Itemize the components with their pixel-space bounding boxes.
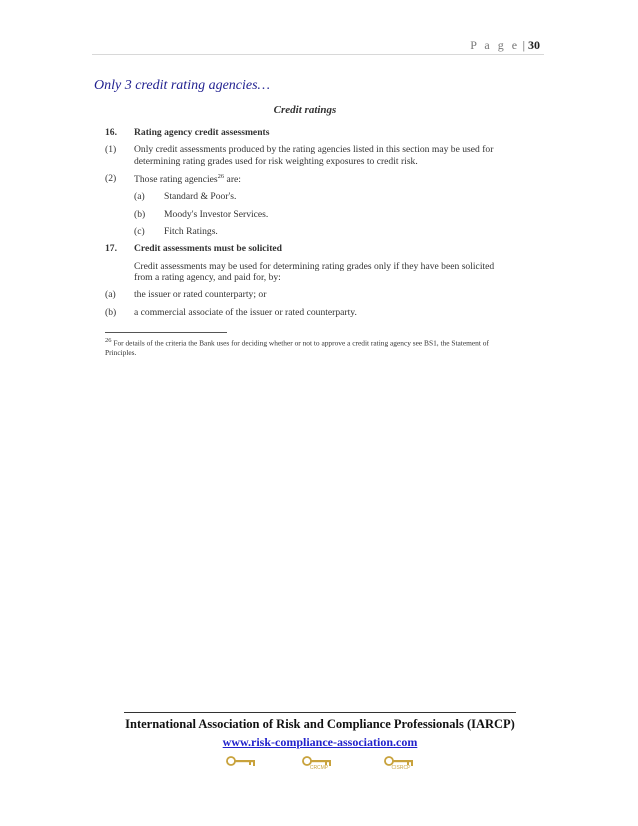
item-label: (b) — [105, 306, 117, 318]
clause-16-paragraph-2 — [105, 173, 505, 186]
footnote-divider — [105, 332, 227, 333]
paragraph-text — [134, 173, 505, 186]
item-text: a commercial associate of the issuer or rated counterparty. — [134, 306, 357, 318]
paragraph-text: Only credit assessments produced by the rating agencies listed in this section may be used for determining rating grades used for risk weighting exposures to credit risk. — [134, 144, 494, 167]
key-icon — [384, 755, 418, 773]
item-text: Standard & Poor's. — [164, 191, 237, 203]
footnote-text: For details of the criteria the Bank uses for deciding whether or not to approve a credit rating agency see BS1, the Statement of Principles. — [105, 338, 489, 357]
clause-number: 16. — [105, 126, 117, 138]
paragraph-number: (1) — [105, 144, 117, 156]
list-item — [134, 191, 505, 202]
list-item — [134, 209, 505, 220]
page-label: P a g e — [470, 38, 520, 52]
list-item — [105, 289, 505, 300]
text-run: Those rating agencies — [134, 174, 218, 186]
agency-list — [134, 191, 505, 237]
logo-caption: CISRCP — [391, 765, 411, 771]
footnote — [105, 337, 505, 357]
footer-divider — [124, 712, 516, 713]
page-footer — [124, 712, 516, 750]
website-link[interactable]: www.risk-compliance-association.com — [222, 735, 418, 749]
clause-16-title — [105, 127, 505, 138]
list-item — [105, 307, 505, 318]
item-label: (a) — [134, 191, 145, 203]
item-text: the issuer or rated counterparty; or — [134, 289, 267, 301]
regulation-excerpt — [105, 104, 505, 357]
organization-name: International Association of Risk and Compliance Professionals (IARCP) — [125, 717, 515, 731]
item-label: (c) — [134, 226, 145, 238]
clause-17-title — [105, 243, 505, 254]
logo-caption: CRCMP — [309, 765, 329, 771]
item-label: (b) — [134, 208, 146, 220]
page-separator: | — [522, 38, 525, 52]
page-number: 30 — [528, 38, 540, 52]
clause-title: Credit assessments must be solicited — [134, 243, 282, 255]
clause-title: Rating agency credit assessments — [134, 126, 270, 138]
page-header — [470, 38, 540, 53]
clause-16-paragraph-1 — [105, 144, 505, 167]
footnote-ref: 26 — [217, 172, 225, 180]
header-divider — [92, 54, 544, 55]
footnote-number: 26 — [105, 336, 112, 344]
item-text: Moody's Investor Services. — [164, 208, 269, 220]
list-item — [134, 226, 505, 237]
key-icon — [302, 755, 336, 773]
text-run: are: — [224, 174, 241, 186]
item-text: Fitch Ratings. — [164, 226, 218, 238]
key-icon — [226, 755, 260, 773]
section-title: Only 3 credit rating agencies… — [94, 78, 271, 93]
clause-17-paragraph — [134, 261, 505, 284]
paragraph-text: Credit assessments may be used for determining rating grades only if they have been solicited from a rating agency, and paid for, by: — [134, 260, 495, 283]
certification-logos — [0, 755, 638, 777]
excerpt-heading: Credit ratings — [273, 104, 337, 116]
clause-number: 17. — [105, 243, 117, 255]
item-label: (a) — [105, 289, 116, 301]
paragraph-number: (2) — [105, 172, 117, 184]
